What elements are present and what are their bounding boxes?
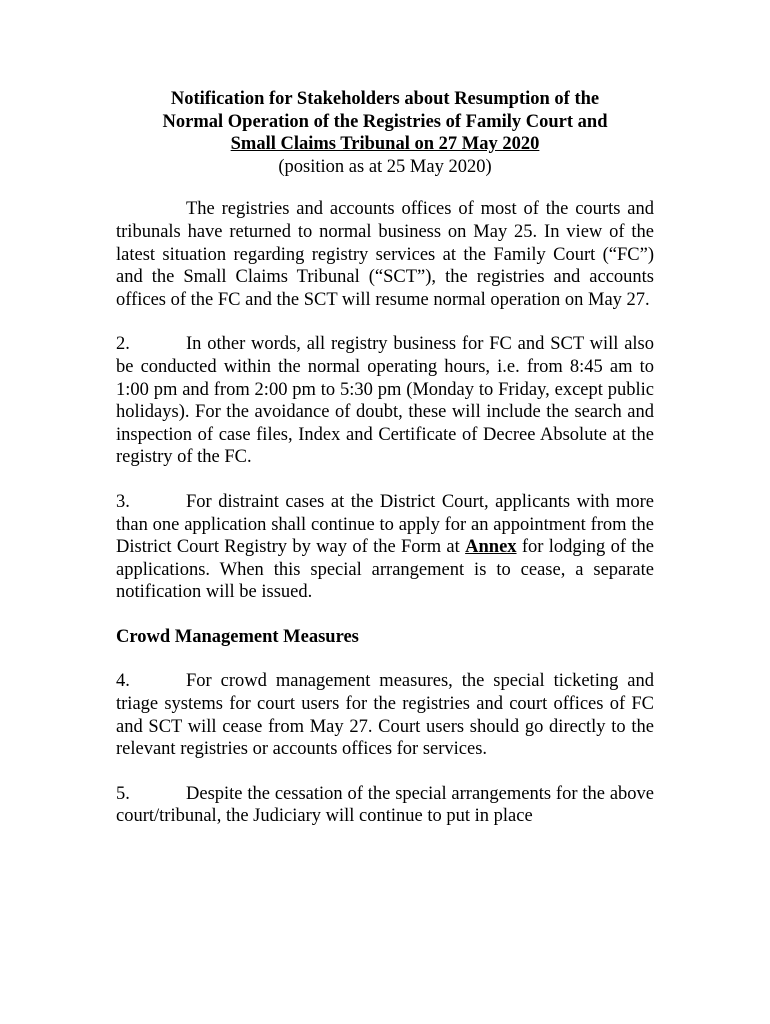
paragraph-3 (116, 491, 654, 604)
paragraph-text: for lodging of the applications. When this special arrangement is to cease, a separate notification will be issued. (116, 537, 654, 603)
intro-paragraph: The registries and accounts offices of most of the courts and tribunals have returned to normal business on May 25. In view of the latest situation regarding registry services at the Family Court (“FC”) and the Small Claims Tribunal (“SCT”), the registries and accounts offices of the FC and the SCT will resume normal operation on May 27. (116, 199, 654, 310)
paragraph-text: For distraint cases at the District Court, applicants with more than one application shall continue to apply for an appointment from the District Court Registry by way of the Form at (116, 491, 654, 558)
title-line-2: Normal Operation of the Registries of Family Court and (162, 111, 608, 132)
document-title (116, 88, 654, 156)
annex-reference: Annex (465, 537, 517, 558)
document-subtitle: (position as at 25 May 2020) (278, 156, 492, 177)
paragraph-text: Despite the cessation of the special arrangements for the above court/tribunal, the Judiciary will continue to put in place (116, 783, 654, 827)
paragraph-5 (116, 783, 654, 828)
paragraph-number: 3. (116, 491, 130, 512)
document-page (116, 88, 654, 850)
section-heading: Crowd Management Measures (116, 626, 359, 647)
paragraph-2 (116, 333, 654, 469)
paragraph-text: In other words, all registry business for FC and SCT will also be conducted within the normal operating hours, i.e. from 8:45 am to 1:00 pm and from 2:00 pm to 5:30 pm (Monday to Friday, except public holidays). For the avoidance of doubt, these will include the search and inspection of case files, Index and Certificate of Decree Absolute at the registry of the FC. (116, 334, 654, 468)
paragraph-text: For crowd management measures, the special ticketing and triage systems for court users for the registries and court offices of FC and SCT will cease from May 27. Court users should go directly to the relevant registries or accounts offices for services. (116, 671, 654, 760)
paragraph-4 (116, 670, 654, 760)
paragraph-number: 5. (116, 783, 130, 804)
title-line-3: Small Claims Tribunal on 27 May 2020 (230, 134, 540, 155)
paragraph-number: 2. (116, 334, 130, 355)
title-line-1: Notification for Stakeholders about Resumption of the (170, 89, 600, 109)
paragraph-number: 4. (116, 671, 130, 692)
